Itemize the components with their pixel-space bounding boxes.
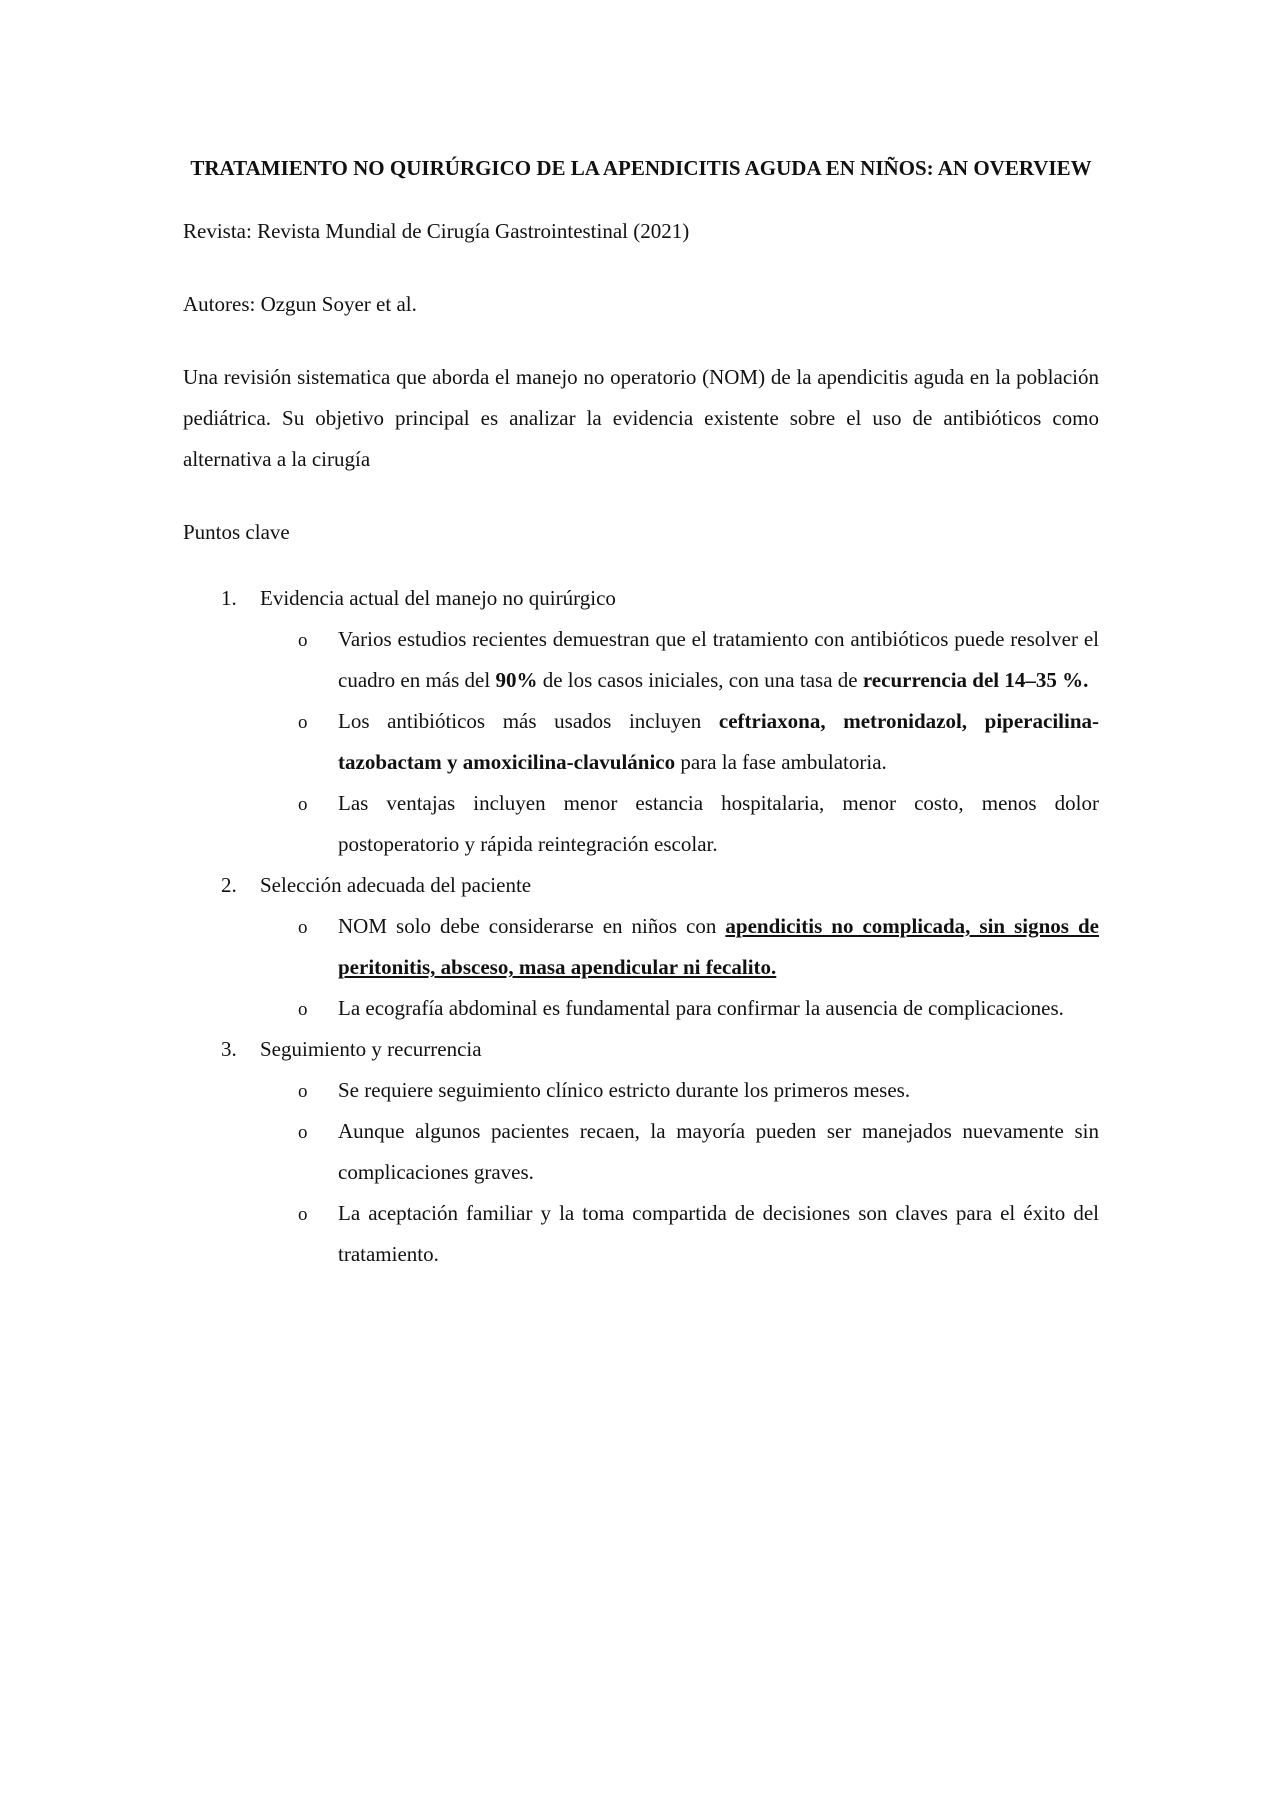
sub-item	[183, 906, 1099, 988]
sub-item	[183, 701, 1099, 783]
bullet-icon: o	[298, 999, 308, 1020]
sub-list	[260, 906, 1099, 1029]
document-title: TRATAMIENTO NO QUIRÚRGICO DE LA APENDICITIS AGUDA EN NIÑOS: AN OVERVIEW	[190, 156, 1092, 180]
authors-line: Autores: Ozgun Soyer et al.	[183, 292, 417, 316]
sub-item-text: Los antibióticos más usados incluyen	[338, 709, 719, 733]
bullet-icon: o	[298, 917, 308, 938]
sub-item-text: Se requiere seguimiento clínico estricto durante los primeros meses.	[338, 1078, 911, 1102]
sub-list	[260, 1070, 1099, 1275]
document-body	[183, 148, 1099, 1275]
bullet-icon: o	[298, 712, 308, 733]
sub-item	[183, 1111, 1099, 1193]
sub-item-bold: 90%	[495, 668, 538, 692]
key-points-label: Puntos clave	[183, 520, 290, 544]
section-number: 2.	[221, 873, 237, 897]
sub-item-text: Aunque algunos pacientes recaen, la mayoría pueden ser manejados nuevamente sin complicaciones graves.	[338, 1119, 1099, 1184]
sub-item-text: La aceptación familiar y la toma compartida de decisiones son claves para el éxito del tratamiento.	[338, 1201, 1099, 1266]
sub-item-text: Varios estudios recientes demuestran que el tratamiento con antibióticos puede resolver el cuadro en más del	[338, 627, 1099, 692]
sub-list	[260, 619, 1099, 865]
bullet-icon: o	[298, 1122, 308, 1143]
sub-item-text: NOM solo debe considerarse en niños con	[338, 914, 726, 938]
key-points-list	[183, 578, 1099, 1275]
sub-item	[183, 1070, 1099, 1111]
sub-item-underlined: apendicitis no complicada, sin signos de peritonitis, absceso, masa apendicular ni fecalito.	[338, 914, 1100, 979]
section-heading: Evidencia actual del manejo no quirúrgico	[260, 586, 616, 610]
sub-item-text: de los casos iniciales, con una tasa de	[537, 668, 863, 692]
section-item	[183, 578, 1099, 865]
section-item	[183, 1029, 1099, 1275]
summary-paragraph: Una revisión sistematica que aborda el manejo no operatorio (NOM) de la apendicitis aguda en la población pediátrica. Su objetivo principal es analizar la evidencia existente sobre el uso de antibióticos como alternativa a la cirugía	[183, 365, 1099, 471]
bullet-icon: o	[298, 1204, 308, 1225]
sub-item-bold: ceftriaxona, metronidazol, piperacilina-tazobactam y amoxicilina-clavulánico	[338, 709, 1099, 774]
sub-item	[183, 1193, 1099, 1275]
section-heading: Seguimiento y recurrencia	[260, 1037, 482, 1061]
bullet-icon: o	[298, 1081, 308, 1102]
bullet-icon: o	[298, 630, 308, 651]
journal-line: Revista: Revista Mundial de Cirugía Gastrointestinal (2021)	[183, 219, 690, 243]
sub-item	[183, 988, 1099, 1029]
sub-item-text: Las ventajas incluyen menor estancia hospitalaria, menor costo, menos dolor postoperatorio y rápida reintegración escolar.	[338, 791, 1099, 856]
bullet-icon: o	[298, 794, 308, 815]
sub-item-bold: recurrencia del 14–35 %.	[862, 668, 1089, 692]
section-number: 3.	[221, 1037, 237, 1061]
sub-item-text: La ecografía abdominal es fundamental para confirmar la ausencia de complicaciones.	[338, 996, 1064, 1020]
sub-item-text: para la fase ambulatoria.	[675, 750, 887, 774]
sub-item	[183, 619, 1099, 701]
section-item	[183, 865, 1099, 1029]
section-heading: Selección adecuada del paciente	[260, 873, 532, 897]
sub-item	[183, 783, 1099, 865]
section-number: 1.	[221, 586, 237, 610]
